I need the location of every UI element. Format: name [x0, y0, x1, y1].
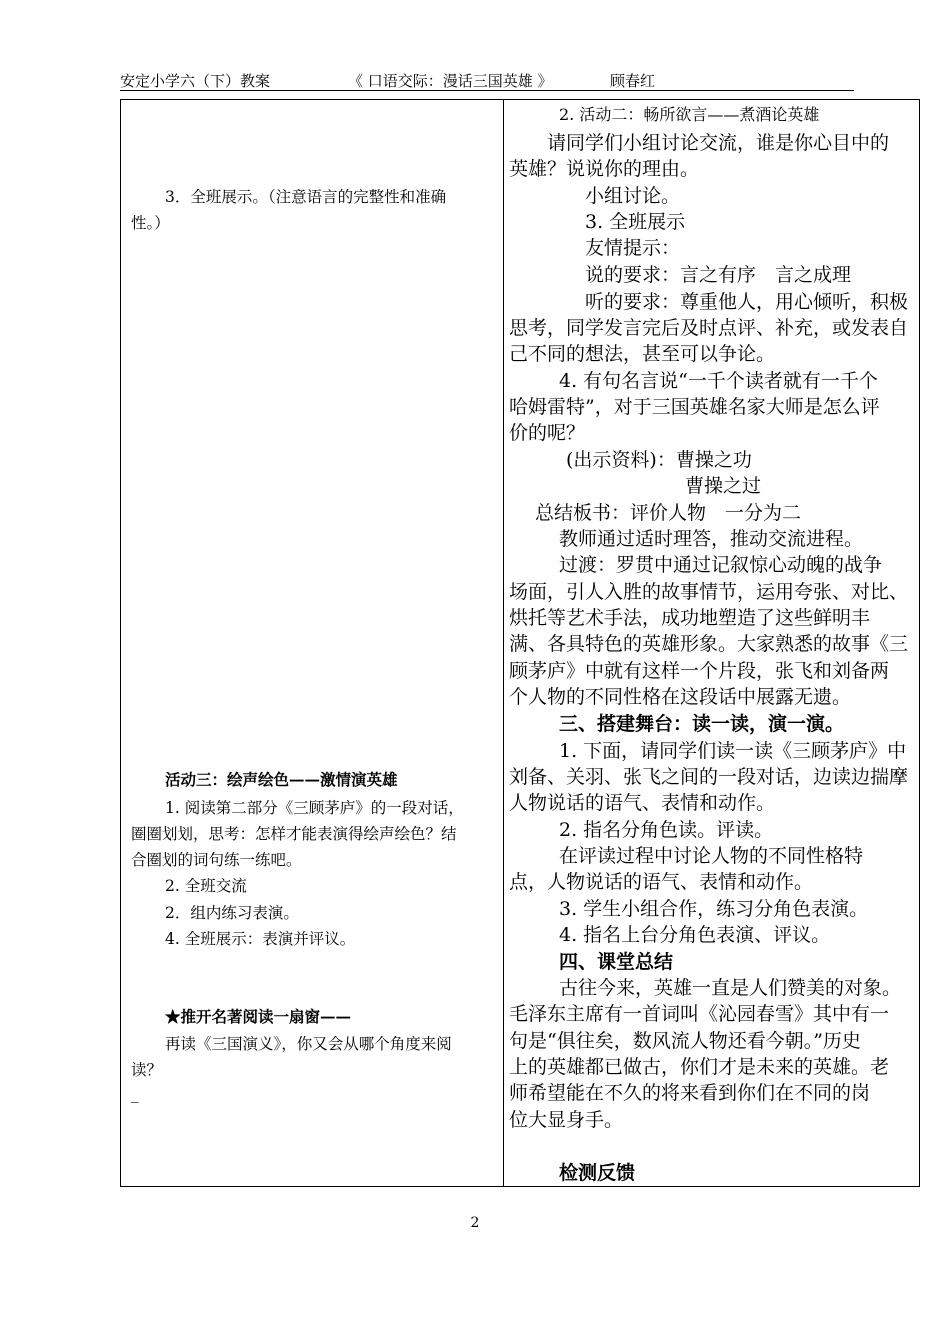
- right-line: 位大显身手。: [509, 1109, 624, 1131]
- left-line: 4. 全班展示：表演并评议。: [165, 930, 356, 948]
- left-line: 合圈划的词句练一练吧。: [131, 851, 302, 869]
- right-line: 满、各具特色的英雄形象。大家熟悉的故事《三: [509, 633, 909, 655]
- right-line: 1. 下面，请同学们读一读《三顾茅庐》中: [559, 740, 907, 762]
- right-line: 烘托等艺术手法，成功地塑造了这些鲜明丰: [509, 607, 871, 629]
- right-line: 师希望能在不久的将来看到你们在不同的岗: [509, 1082, 871, 1104]
- right-line: 教师通过适时理答，推动交流进程。: [559, 528, 864, 550]
- right-line: 2. 活动二：畅所欲言——煮酒论英雄: [559, 105, 820, 124]
- section-heading: 四、课堂总结: [559, 951, 674, 973]
- right-line: 古往今来，英雄一直是人们赞美的对象。: [559, 977, 902, 999]
- right-line: 3. 学生小组合作，练习分角色表演。: [559, 898, 869, 920]
- header-school: 安定小学六（下）教案: [120, 72, 271, 90]
- left-line: 读？: [131, 1061, 163, 1079]
- left-line: 2．组内练习表演。: [165, 904, 299, 922]
- header-author: 顾春红: [610, 72, 656, 90]
- right-line: 思考，同学发言完后及时点评、补充，或发表自: [509, 317, 909, 339]
- right-line: 句是“俱往矣，数风流人物还看今朝。”历史: [509, 1030, 861, 1052]
- header-title: 《 口语交际：漫话三国英雄 》: [348, 72, 553, 90]
- page-header: [120, 68, 854, 91]
- right-line: 请同学们小组讨论交流，谁是你心目中的: [547, 132, 890, 154]
- left-line: 再读《三国演义》，你又会从哪个角度来阅: [165, 1035, 452, 1053]
- left-line: 性。）: [131, 214, 170, 232]
- right-line: 曹操之过: [685, 475, 762, 497]
- page-number: 2: [470, 1215, 480, 1231]
- right-line: 上的英雄都已做古，你们才是未来的英雄。老: [509, 1056, 890, 1078]
- right-line: 4. 有句名言说“一千个读者就有一千个: [559, 370, 878, 392]
- right-line: 说的要求：言之有序 言之成理: [585, 264, 852, 286]
- right-line: 总结板书：评价人物 一分为二: [535, 502, 802, 524]
- right-line: 3. 全班展示: [585, 211, 686, 233]
- lesson-table: [120, 99, 920, 1187]
- reading-heading: ★推开名著阅读一扇窗——: [165, 1007, 352, 1026]
- right-line: 人物说话的语气、表情和动作。: [509, 792, 776, 814]
- right-line: 在评读过程中讨论人物的不同性格特: [559, 845, 864, 867]
- right-line: 个人物的不同性格在这段话中展露无遗。: [509, 686, 852, 708]
- right-line: 2. 指名分角色读。评读。: [559, 819, 774, 841]
- right-line: 价的呢？: [509, 422, 586, 444]
- left-line: 1. 阅读第二部分《三顾茅庐》的一段对话，: [165, 799, 464, 817]
- left-line: _: [131, 1085, 139, 1103]
- right-line: 毛泽东主席有一首词叫《沁园春雪》其中有一: [509, 1003, 890, 1025]
- left-line: 圈圈划划，思考：怎样才能表演得绘声绘色？结: [131, 825, 457, 843]
- right-line: 小组讨论。: [585, 185, 681, 207]
- right-line: 过渡：罗贯中通过记叙惊心动魄的战争: [559, 554, 883, 576]
- right-line: 英雄？说说你的理由。: [509, 158, 700, 180]
- right-line: 4. 指名上台分角色表演、评议。: [559, 924, 831, 946]
- right-line: 顾茅庐》中就有这样一个片段，张飞和刘备两: [509, 660, 890, 682]
- right-line: 场面，引人入胜的故事情节，运用夸张、对比、: [509, 581, 909, 603]
- right-line: (出示资料)：曹操之功: [566, 449, 752, 471]
- section-heading: 三、搭建舞台：读一读，演一演。: [559, 713, 845, 735]
- right-line: 哈姆雷特”，对于三国英雄名家大师是怎么评: [509, 396, 880, 418]
- right-line: 友情提示：: [585, 237, 681, 259]
- section-heading: 检测反馈: [559, 1162, 636, 1184]
- right-line: 刘备、关羽、张飞之间的一段对话，边读边揣摩: [509, 766, 909, 788]
- column-divider: [503, 100, 504, 1186]
- right-line: 己不同的想法，甚至可以争论。: [509, 343, 776, 365]
- right-line: 点，人物说话的语气、表情和动作。: [509, 871, 814, 893]
- activity-heading: 活动三：绘声绘色——激情演英雄: [165, 770, 398, 789]
- left-line: 2. 全班交流: [165, 877, 247, 895]
- right-line: 听的要求：尊重他人，用心倾听，积极: [585, 291, 909, 313]
- left-line: 3．全班展示。（注意语言的完整性和准确: [165, 188, 447, 206]
